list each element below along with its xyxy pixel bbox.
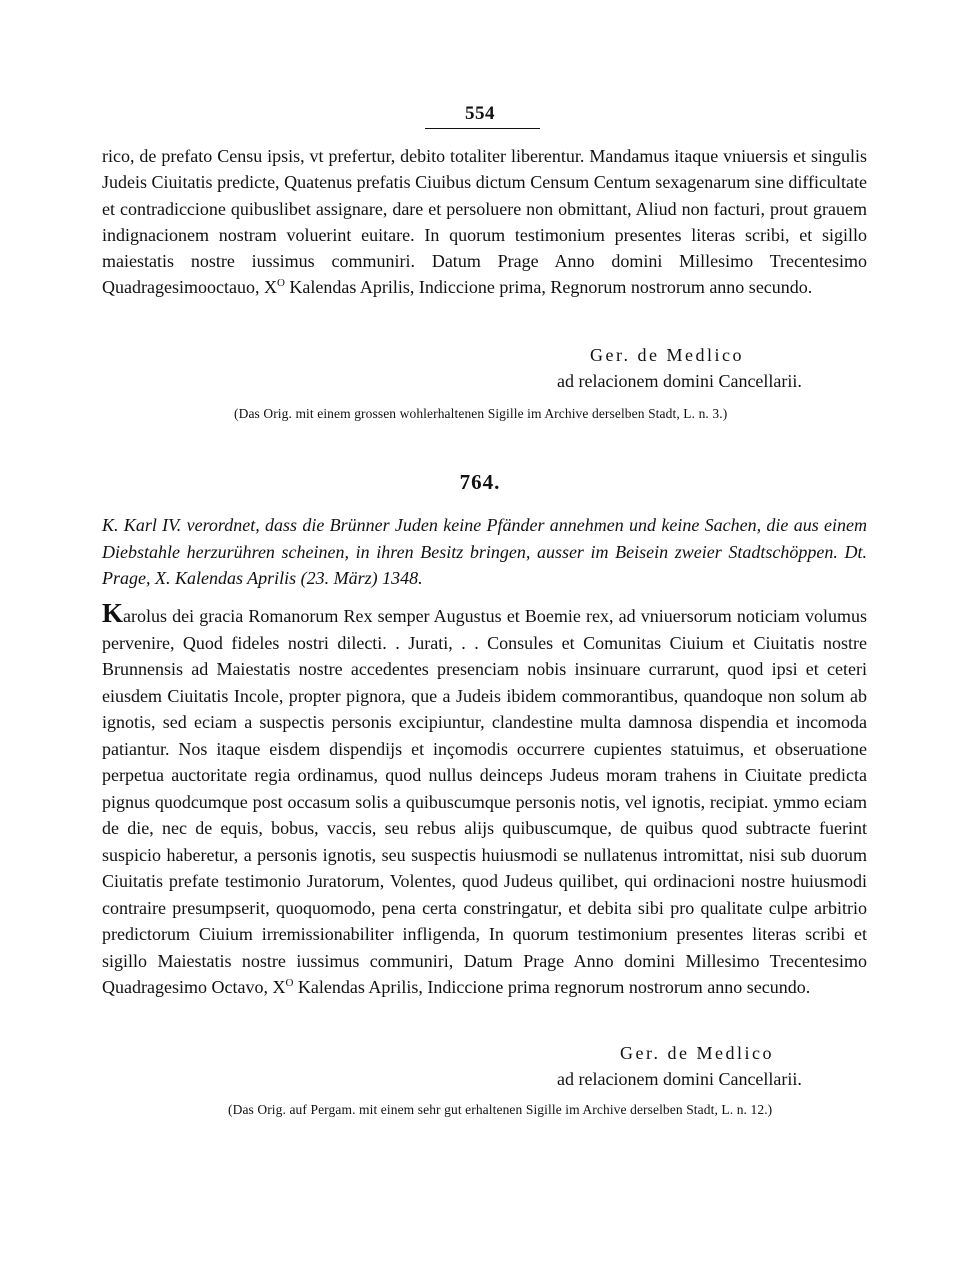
body-text-end: Kalendas Aprilis, Indiccione prima regnorum nostrorum anno secundo. — [297, 977, 811, 997]
page-number: 554 — [465, 103, 495, 124]
drop-initial: K — [102, 598, 124, 628]
signature-name: Ger. de Medlico — [590, 345, 744, 365]
continuation-text-end: Kalendas Aprilis, Indiccione prima, Regnorum nostrorum anno secundo. — [289, 277, 813, 298]
body-text: arolus dei gracia Romanorum Rex semper Augustus et Boemie rex, ad vniuersorum noticiam volumus pervenire, Quod fideles nostri dilecti. . Jurati, . . Consules et Comunitas Ciuium et Ciuitatis nostre Brunnensis ad Maiestatis nostre accedentes presenciam nobis insinuare currarunt, quod ipsi et ceteri eiusdem Ciuitatis Incole, propter pignora, que a Judeis ibidem commorantibus, quandoque non solum ab ignotis, sed eciam a suspectis personis excipiuntur, clandestine multa damnosa dispendia et incomoda patiantur. Nos itaque eisdem dispendijs et inçomodis occurrere cupientes statuimus, et obseruatione perpetua auctoritate regia ordinamus, quod nullus deinceps Judeus moram trahens in Ciuitate predicta pignus quodcumque post occasum solis a quibuscumque personis notis, vel ignotis, recipiat. ymmo eciam de die, nec de equis, bobus, vaccis, seu rebus alijs quibuscumque, de quibus quod subtracte fuerint suspicio haberetur, a personis ignotis, seu suspectis huiusmodi se nullatenus intromittat, nisi sub duorum Ciuitatis prefate testimonio Juratorum, Volentes, quod Judeus quilibet, qui ordinacioni nostre huiusmodi contraire presumpserit, quoquomodo, pena certa constringatur, et debita sibi pro qualitate culpe arbitrio predictorum Ciuium irremissionabiliter infligenda, In quorum testimonium presentes literas scribi et sigillo Maiestatis nostre iussimus communiri, Datum Prage Anno domini Millesimo Trecentesimo Quadragesimo Octavo, — [102, 606, 867, 997]
signature-subline: ad relacionem domini Cancellarii. — [557, 371, 802, 391]
continuation-paragraph — [102, 143, 867, 301]
signature-name: Ger. de Medlico — [620, 1043, 774, 1063]
page-number-rule — [425, 128, 540, 129]
tenth-mark: $X^O$ — [263, 277, 285, 298]
signature-subline: ad relacionem domini Cancellarii. — [557, 1069, 802, 1089]
tenth-mark: $X^O$ — [272, 977, 294, 997]
source-note: (Das Orig. auf Pergam. mit einem sehr gut erhaltenen Sigille im Archive derselben Stadt, L. n. 12.) — [228, 1102, 773, 1117]
continuation-text: rico, de prefato Censu ipsis, vt prefertur, debito totaliter liberentur. Mandamus itaque vniuersis et singulis Judeis Ciuitatis predicte, Quatenus prefatis Ciuibus dictum Censum Centum sexagenarum sine difficultate et contradiccione quibuslibet assignare, dare et persoluere non obmittant, Aliud non facturi, prout grauem indignacionem nostram voluerint euitare. In quorum testimonium presentes literas scribi, et sigillo maiestatis nostre iussimus communiri. Datum Prage Anno domini Millesimo Trecentesimo Quadragesimooctauo, — [102, 146, 867, 298]
document-number: 764. — [459, 470, 501, 494]
document-heading: K. Karl IV. verordnet, dass die Brünner Juden keine Pfänder annehmen und keine Sachen, die aus einem Diebstahle herzurühren scheinen, in ihren Besitz bringen, ausser im Beisein zweier Stadtschöppen. Dt. Prage, X. Kalendas Aprilis (23. März) 1348. — [102, 515, 867, 588]
source-note: (Das Orig. mit einem grossen wohlerhaltenen Sigille im Archive derselben Stadt, L. n. 3.) — [234, 406, 728, 421]
document-body — [102, 600, 867, 1001]
